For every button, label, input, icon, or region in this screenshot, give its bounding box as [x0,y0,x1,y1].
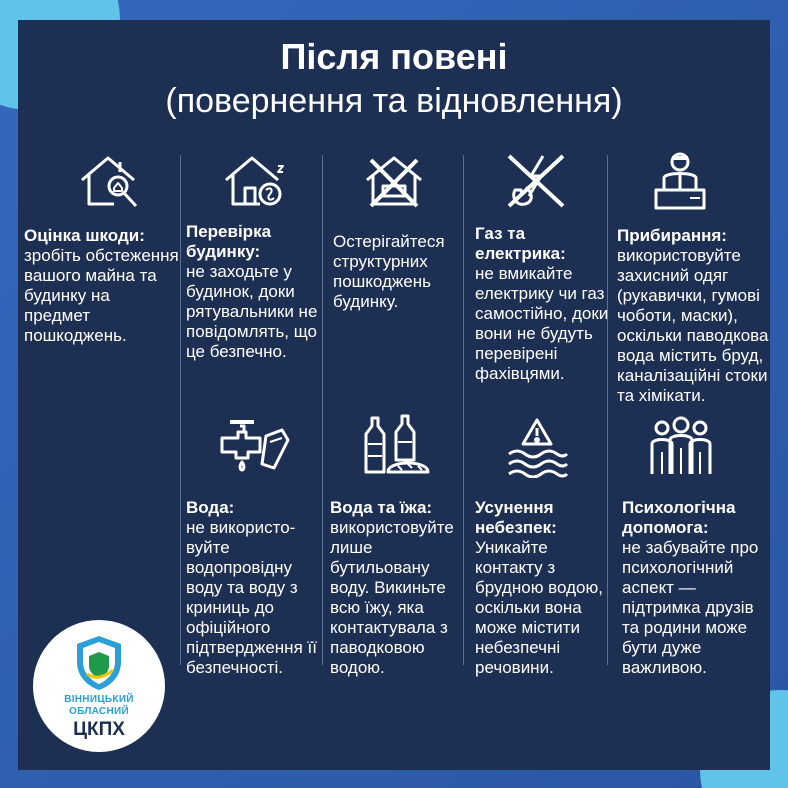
people-group-icon [648,416,714,478]
divider [322,155,323,665]
logo-line2: ОБЛАСНИЙ [69,706,129,717]
card-damage-assessment [24,226,180,346]
house-magnifier-icon [78,152,142,210]
card-body: зробіть обстеження вашого майна та будинку на предмет пошкоджень. [24,246,179,345]
card-body: не заходьте у будинок, доки рятувальники не повідомлять, що це безпечно. [186,262,318,361]
card-cleaning [617,226,777,406]
logo-line1: ВІННИЦЬКИЙ [64,694,134,705]
card-title: Перевірка будинку: [186,222,272,261]
card-title: Усунення небезпек: [475,498,557,537]
logo-line3: ЦКПХ [73,719,125,740]
card-body: Уникайте контакту з брудною водою, оскільки вона може містити небезпечні речовини. [475,538,603,677]
shield-logo-icon [73,634,125,692]
card-title: Вода та їжа: [330,498,433,517]
divider [180,155,181,665]
card-structural-damage [333,232,461,312]
bottles-bread-icon [358,414,434,478]
logo-badge [33,620,165,752]
card-body: не забувайте про психологічний аспект — підтримка друзів та родини може бути дуже важливою. [622,538,759,677]
broken-house-icon [363,152,425,210]
no-gas-electric-icon [505,152,567,210]
cleaning-worker-icon [650,150,710,212]
card-body: не використо-вуйте водопровідну воду та воду з криниць до офіційного підтвердження її безпечності. [186,518,317,677]
card-house-check [186,222,320,362]
card-water [186,498,320,678]
house-check-icon [222,152,288,210]
divider [463,155,464,665]
card-title: Оцінка шкоди: [24,226,145,245]
card-title: Вода: [186,498,235,517]
hazard-water-icon [505,416,569,478]
page-subtitle: (повернення та відновлення) [165,82,623,120]
card-body: не вмикайте електрику чи газ самостійно, доки вони не будуть перевірені фахівцями. [475,264,609,383]
water-tap-icon [218,418,290,476]
card-body: використовуйте лише бутильовану воду. Викиньте всю їжу, яка контактувала з паводковою водою. [330,518,454,677]
card-title: Газ та електрика: [475,224,566,263]
card-body: використовуйте захисний одяг (рукавички, гумові чоботи, маски), оскільки паводкова вода містить бруд, каналізаційні стоки та хімікати. [617,246,769,405]
card-title: Прибирання: [617,226,727,245]
card-body: Остерігайтеся структурних пошкоджень будинку. [333,232,445,311]
card-title: Психологічна допомога: [622,498,736,537]
card-water-food [330,498,460,678]
page-title: Після повені [280,36,508,77]
card-gas-electricity [475,224,609,384]
card-psychological-help [622,498,772,678]
card-hazard-removal [475,498,605,678]
